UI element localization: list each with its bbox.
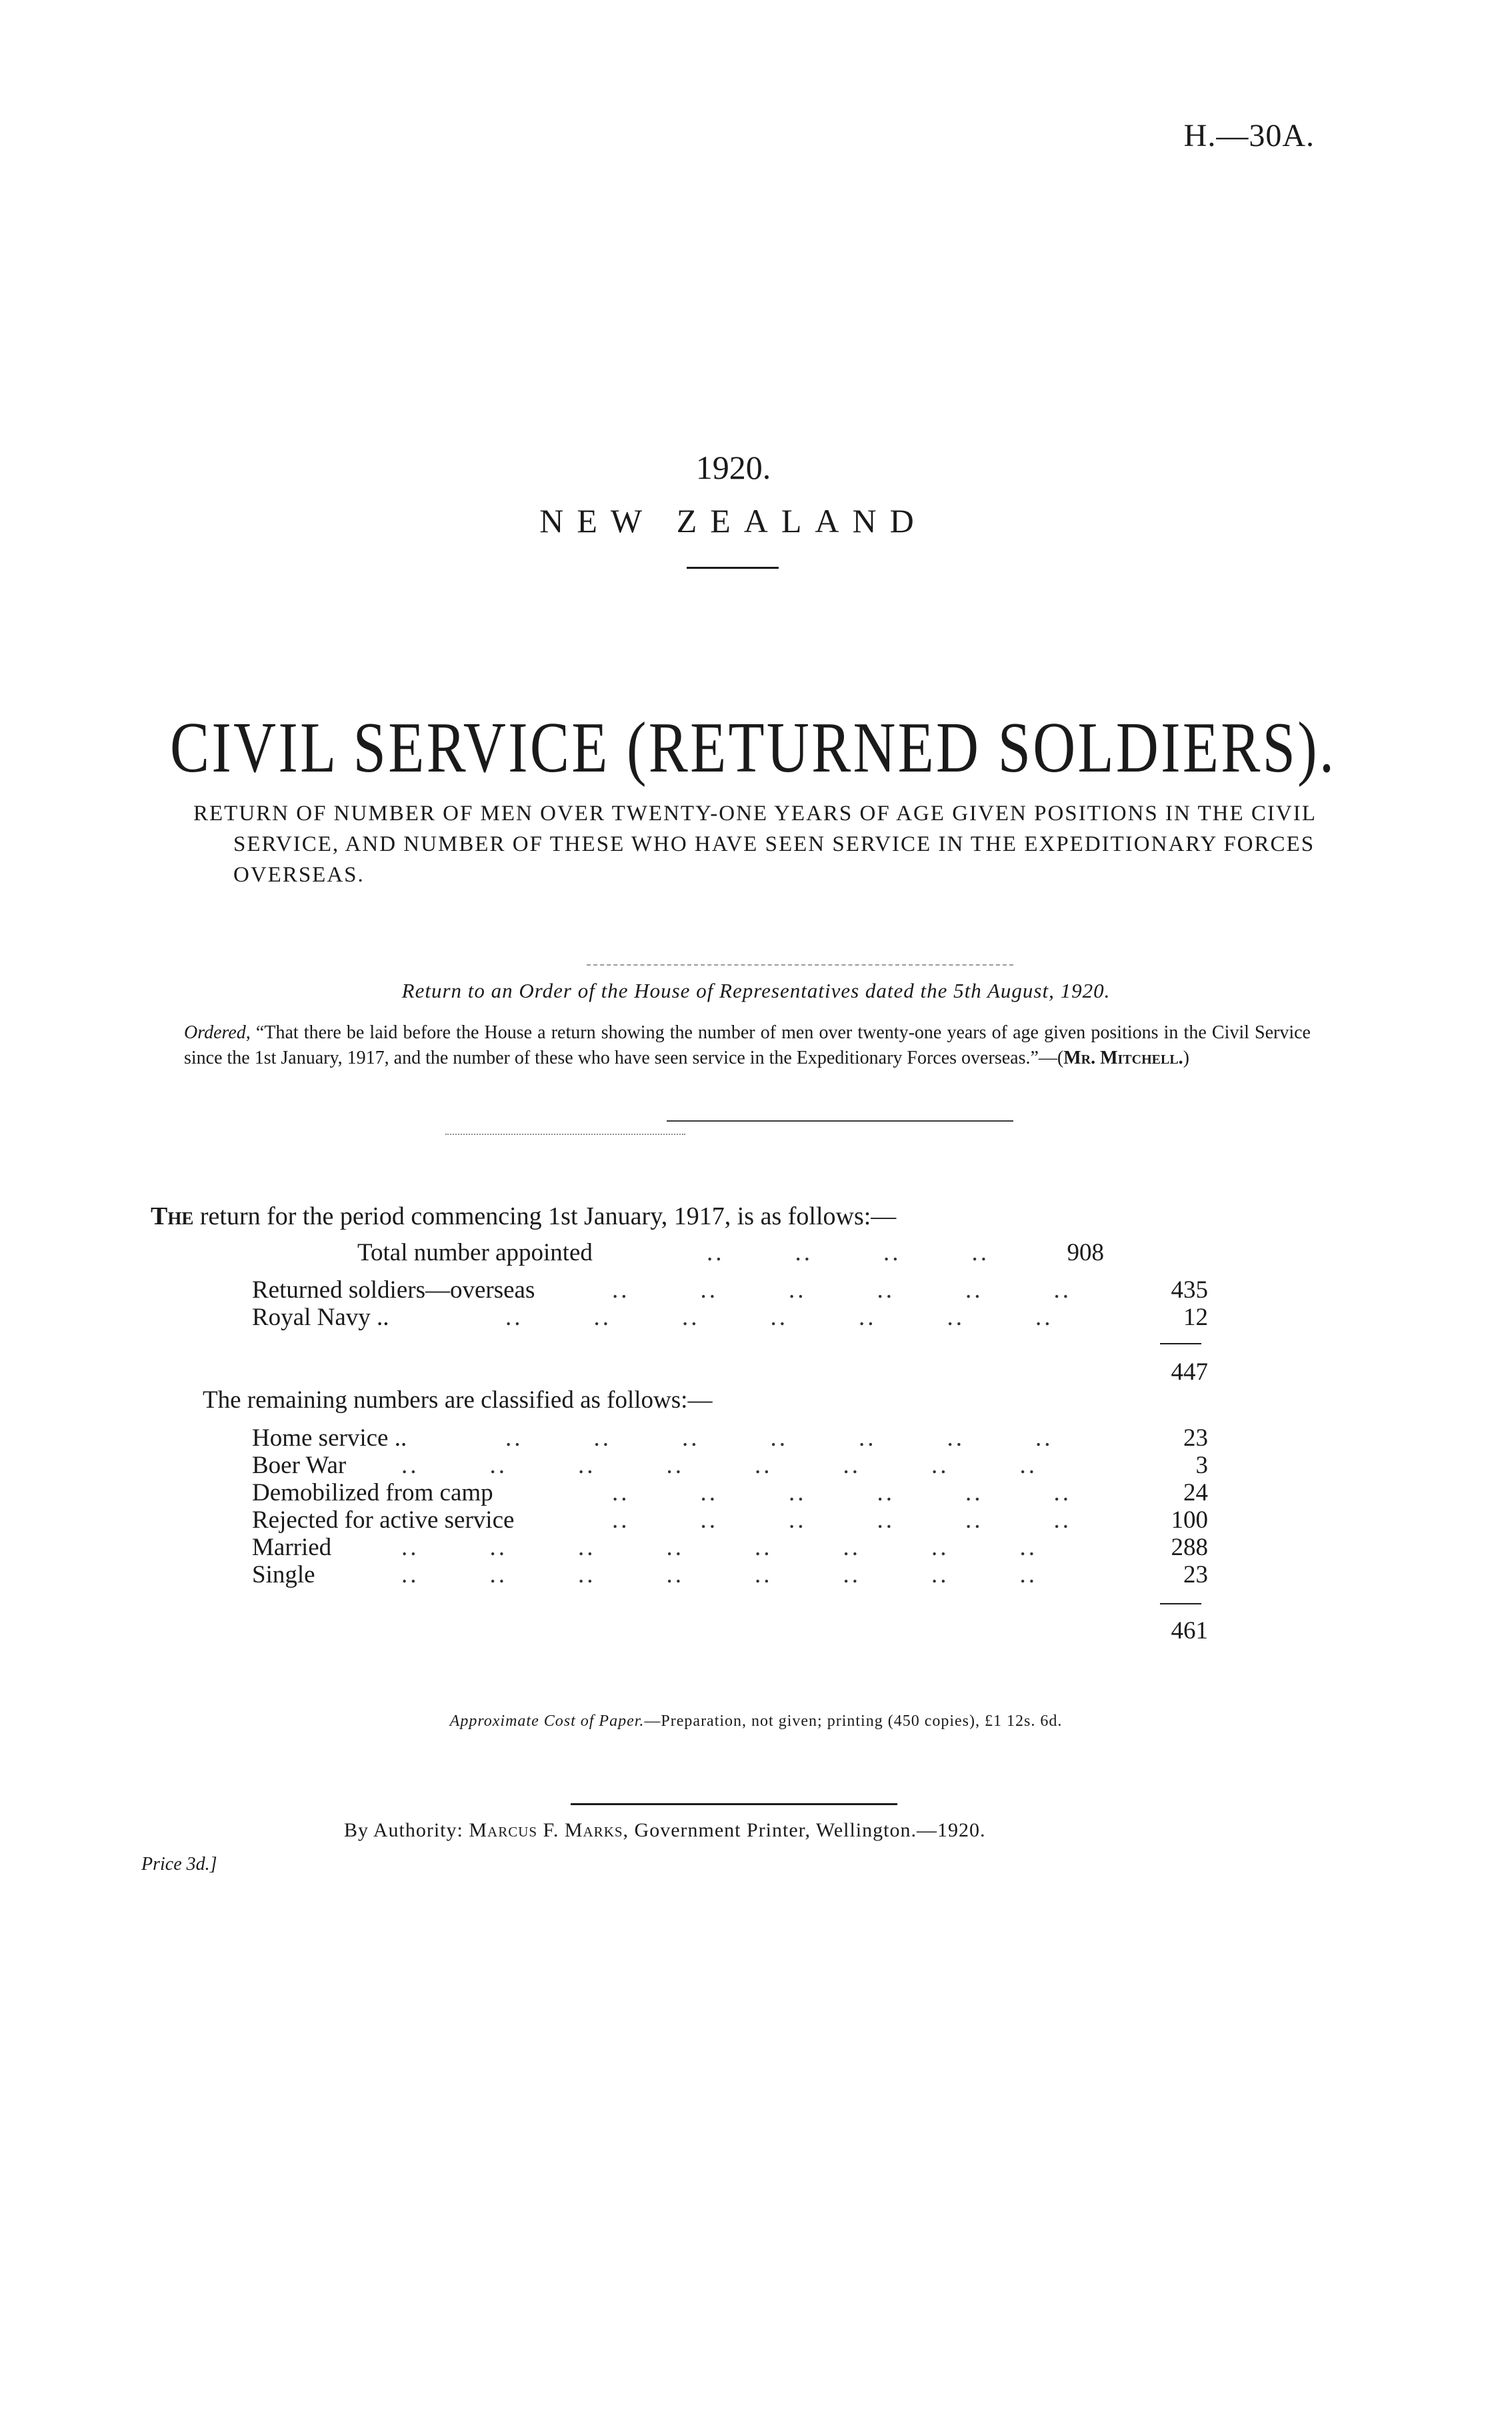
cost-note bbox=[0, 1712, 1512, 1730]
masthead-rule bbox=[687, 567, 779, 569]
return-intro-rest: return for the period commencing 1st January, 1917, is as follows:— bbox=[193, 1202, 897, 1230]
row-value: 435 bbox=[1171, 1276, 1208, 1304]
publication-year: 1920. bbox=[695, 449, 771, 486]
leader-dots: .. .. .. .. .. .. .. .. bbox=[401, 1452, 1037, 1479]
imprint-lead: By Authority: bbox=[344, 1819, 469, 1841]
row-value: 23 bbox=[1183, 1424, 1208, 1452]
leader-dots: .. .. .. .. .. .. .. bbox=[505, 1424, 1053, 1452]
service-total: 447 bbox=[1171, 1358, 1208, 1386]
row-label: Demobilized from camp bbox=[252, 1479, 493, 1506]
document-subtitle bbox=[193, 798, 1327, 890]
sum-rule bbox=[1160, 1603, 1201, 1604]
row-label: Married bbox=[252, 1534, 332, 1561]
order-paragraph bbox=[184, 1020, 1311, 1071]
total-appointed-label: Total number appointed bbox=[357, 1239, 593, 1266]
sum-rule bbox=[1160, 1343, 1201, 1344]
total-appointed-row bbox=[357, 1238, 1104, 1268]
leader-dots: .. .. .. .. .. .. bbox=[612, 1506, 1071, 1534]
table-row bbox=[252, 1275, 1208, 1306]
row-value: 100 bbox=[1171, 1506, 1208, 1534]
table-row bbox=[252, 1423, 1208, 1454]
leader-dots: .. .. .. .. .. .. .. bbox=[505, 1304, 1053, 1331]
row-label: Single bbox=[252, 1561, 315, 1588]
dashed-rule bbox=[587, 964, 1013, 967]
order-heading: Return to an Order of the House of Representatives dated the 5th August, 1920. bbox=[401, 979, 1111, 1002]
row-value: 3 bbox=[1195, 1452, 1208, 1479]
order-body: “That there be laid before the House a return showing the number of men over twenty-one years of age given positions in the Civil Service since the 1st January, 1917, and the number of these who have seen service in the Expeditionary Forces overseas.”—( bbox=[184, 1022, 1311, 1068]
total-appointed-value: 908 bbox=[1067, 1239, 1104, 1266]
classified-total: 461 bbox=[1171, 1617, 1208, 1644]
table-row bbox=[252, 1560, 1208, 1590]
return-intro-lead: The bbox=[151, 1202, 194, 1230]
row-label: Royal Navy .. bbox=[252, 1304, 389, 1331]
table-row bbox=[252, 1302, 1208, 1333]
leader-dots: .. .. .. .. .. .. .. .. bbox=[401, 1534, 1037, 1561]
imprint-rest: , Government Printer, Wellington.—1920. bbox=[623, 1819, 986, 1841]
country-heading: NEW ZEALAND bbox=[539, 502, 927, 539]
table-row bbox=[252, 1532, 1208, 1563]
subtitle-text: RETURN OF NUMBER OF MEN OVER TWENTY-ONE YEARS OF AGE GIVEN POSITIONS IN THE CIVIL SERVICE, AND NUMBER OF THESE WHO HAVE SEEN SERVICE IN THE EXPEDITIONARY FORCES OVERSEAS. bbox=[193, 802, 1316, 887]
row-value: 288 bbox=[1171, 1534, 1208, 1561]
row-value: 12 bbox=[1183, 1304, 1208, 1331]
row-label: Boer War bbox=[252, 1452, 347, 1479]
leader-dots: .. .. .. .. .. .. bbox=[612, 1276, 1071, 1304]
remaining-intro: The remaining numbers are classified as follows:— bbox=[203, 1386, 713, 1414]
row-label: Returned soldiers—overseas bbox=[252, 1276, 535, 1304]
table-row bbox=[252, 1450, 1208, 1481]
row-value: 24 bbox=[1183, 1479, 1208, 1506]
leader-dots: .. .. .. .. bbox=[707, 1239, 989, 1266]
leader-dots: .. .. .. .. .. .. bbox=[612, 1479, 1071, 1506]
imprint bbox=[344, 1819, 985, 1842]
table-row bbox=[252, 1505, 1208, 1536]
imprint-printer: Marcus F. Marks bbox=[469, 1819, 623, 1841]
cost-text: —Preparation, not given; printing (450 copies), £1 12s. 6d. bbox=[644, 1712, 1063, 1730]
row-label: Home service .. bbox=[252, 1424, 407, 1452]
row-label: Rejected for active service bbox=[252, 1506, 515, 1534]
dotted-rule bbox=[445, 1134, 685, 1136]
cost-label: Approximate Cost of Paper. bbox=[449, 1712, 645, 1730]
document-code: H.—30A. bbox=[1183, 118, 1315, 153]
return-intro bbox=[151, 1202, 896, 1231]
row-value: 23 bbox=[1183, 1561, 1208, 1588]
order-label: Ordered, bbox=[184, 1022, 251, 1043]
table-row bbox=[252, 1478, 1208, 1508]
imprint-rule bbox=[571, 1803, 897, 1805]
document-title: CIVIL SERVICE (RETURNED SOLDIERS). bbox=[170, 708, 1337, 788]
order-close: ) bbox=[1183, 1048, 1189, 1068]
section-rule bbox=[667, 1120, 1013, 1122]
order-member: Mr. Mitchell. bbox=[1063, 1048, 1183, 1068]
price: Price 3d.] bbox=[141, 1854, 217, 1875]
leader-dots: .. .. .. .. .. .. .. .. bbox=[401, 1561, 1037, 1588]
